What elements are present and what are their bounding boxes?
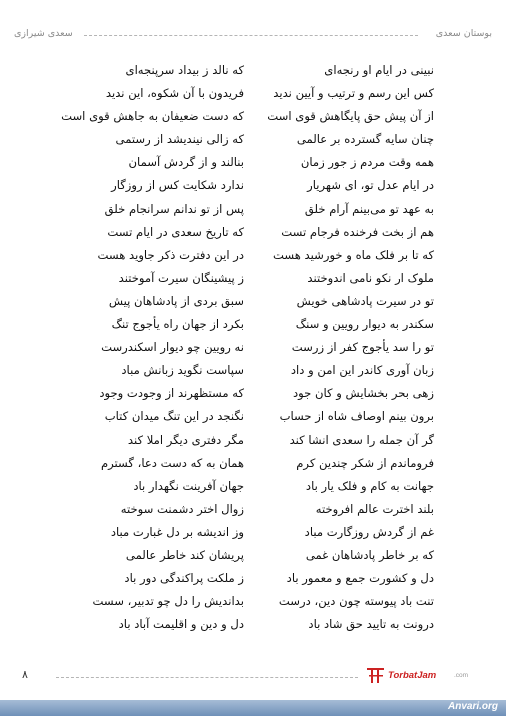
logo-tld-text: .com [454, 672, 469, 679]
first-hemistich: غم از گردش روزگارت مباد [304, 524, 434, 539]
verse-row [0, 383, 506, 406]
second-hemistich: مگر دفتری دیگر املا کند [127, 432, 244, 447]
first-hemistich: که بر خاطر پادشاهان غمی [305, 547, 434, 562]
page-number: ۸ [22, 668, 28, 681]
second-hemistich: سبق بردی از پادشاهان پیش [108, 293, 244, 308]
verse-row [0, 199, 506, 222]
first-hemistich: کس این رسم و ترتیب و آیین ندید [273, 86, 434, 101]
second-hemistich: که مستظهرند از وجودت وجود [99, 386, 244, 401]
verse-row [0, 129, 506, 152]
logo-brand-text: TorbatJam [388, 670, 437, 681]
second-hemistich: که زالی نیندیشد از رستمی [115, 132, 244, 147]
poem-body [0, 60, 506, 637]
verse-row [0, 106, 506, 129]
first-hemistich: جهانت به کام و فلک یار باد [305, 478, 434, 493]
first-hemistich: نبینی در ایام او رنجه‌ای [324, 63, 434, 77]
second-hemistich: زوال اختر دشمنت سوخته [120, 501, 244, 516]
verse-row [0, 476, 506, 499]
first-hemistich: همه وقت مردم ز جور زمان [300, 155, 434, 170]
second-hemistich: در این دفترت ذکر جاوید هست [97, 247, 244, 262]
verse-row [0, 453, 506, 476]
verse-row [0, 175, 506, 198]
first-hemistich: در ایام عدل تو، ای شهریار [307, 178, 434, 193]
verse-row [0, 568, 506, 591]
second-hemistich: پریشان کند خاطر عالمی [125, 547, 244, 562]
first-hemistich: از آن پیش حق پایگاهش قوی است [267, 109, 434, 124]
second-hemistich: ز ملکت پراکندگی دور باد [124, 571, 244, 586]
first-hemistich: زهی بحر بخشایش و کان جود [293, 386, 434, 401]
second-hemistich: که دست ضعیفان به جاهش قوی است [61, 109, 244, 124]
verse-row [0, 430, 506, 453]
author-name: سعدی شیرازی [14, 28, 73, 39]
page-footer [14, 666, 492, 686]
first-hemistich: هم از بخت فرخنده فرجام تست [281, 224, 434, 239]
first-hemistich: تنت باد پیوسته چون دین، درست [278, 594, 434, 609]
first-hemistich: ملوک ار نکو نامی اندوختند [307, 270, 434, 285]
first-hemistich: سکندر به دیوار رویین و سنگ [295, 317, 434, 332]
second-hemistich: بنالند و از گردش آسمان [128, 155, 244, 170]
second-hemistich: ز پیشینگان سیرت آموختند [118, 270, 244, 285]
verse-row [0, 360, 506, 383]
first-hemistich: درونت به تایید حق شاد باد [308, 617, 434, 632]
first-hemistich: چنان سایه گسترده بر عالمی [296, 132, 434, 147]
verse-row [0, 222, 506, 245]
verse-row [0, 545, 506, 568]
first-hemistich: تو را سد یأجوج کفر از زرست [291, 340, 434, 355]
second-hemistich: که تاریخ سعدی در ایام تست [107, 224, 244, 239]
second-hemistich: نه رویین چو دیوار اسکندرست [101, 340, 244, 355]
verse-row [0, 268, 506, 291]
torbatjam-logo-icon [366, 666, 386, 684]
second-hemistich: بداندیش را دل چو تدبیر، سست [92, 594, 244, 609]
verse-row [0, 499, 506, 522]
page-header [14, 26, 492, 44]
verse-row [0, 314, 506, 337]
second-hemistich: پس از تو ندانم سرانجام خلق [104, 201, 244, 216]
first-hemistich: گر آن جمله را سعدی انشا کند [289, 432, 434, 447]
verse-row [0, 152, 506, 175]
verse-row [0, 614, 506, 637]
verse-row [0, 291, 506, 314]
header-dashed-divider [84, 35, 418, 36]
verse-row [0, 245, 506, 268]
first-hemistich: که تا بر فلک ماه و خورشید هست [273, 247, 434, 262]
first-hemistich: زبان آوری کاندر این امن و داد [290, 363, 434, 378]
second-hemistich: وز اندیشه بر دل غبارت مباد [110, 524, 244, 539]
verse-row [0, 406, 506, 429]
watermark-text: Anvari.org [447, 701, 498, 712]
verse-row [0, 522, 506, 545]
first-hemistich: به عهد تو می‌بینم آرام خلق [304, 201, 434, 216]
watermark-bar [0, 700, 506, 716]
second-hemistich: سپاست نگوید زبانش مباد [121, 363, 244, 378]
second-hemistich: فریدون با آن شکوه، این ندید [105, 86, 244, 101]
first-hemistich: تو در سیرت پادشاهی خویش [296, 293, 434, 308]
second-hemistich: نگنجد در این تنگ میدان کتاب [104, 409, 244, 424]
first-hemistich: برون بینم اوصاف شاه از حساب [279, 409, 434, 424]
verse-row [0, 591, 506, 614]
first-hemistich: بلند اخترت عالم افروخته [315, 501, 434, 516]
footer-dashed-divider [56, 677, 358, 678]
book-title: بوستان سعدی [435, 28, 492, 39]
second-hemistich: جهان آفرینت نگهدار باد [133, 478, 244, 493]
verse-row [0, 60, 506, 83]
verse-row [0, 83, 506, 106]
second-hemistich: بکرد از جهان راه یأجوج تنگ [111, 317, 244, 332]
second-hemistich: دل و دین و اقلیمت آباد باد [118, 617, 244, 632]
second-hemistich: که نالد ز بیداد سرپنجه‌ای [125, 63, 244, 77]
verse-row [0, 337, 506, 360]
second-hemistich: همان به که دست دعا، گسترم [100, 455, 244, 470]
first-hemistich: فروماندم از شکر چندین کرم [296, 455, 434, 470]
second-hemistich: ندارد شکایت کس از روزگار [111, 178, 244, 193]
first-hemistich: دل و کشورت جمع و معمور باد [286, 571, 434, 586]
torbatjam-logo [366, 666, 492, 684]
